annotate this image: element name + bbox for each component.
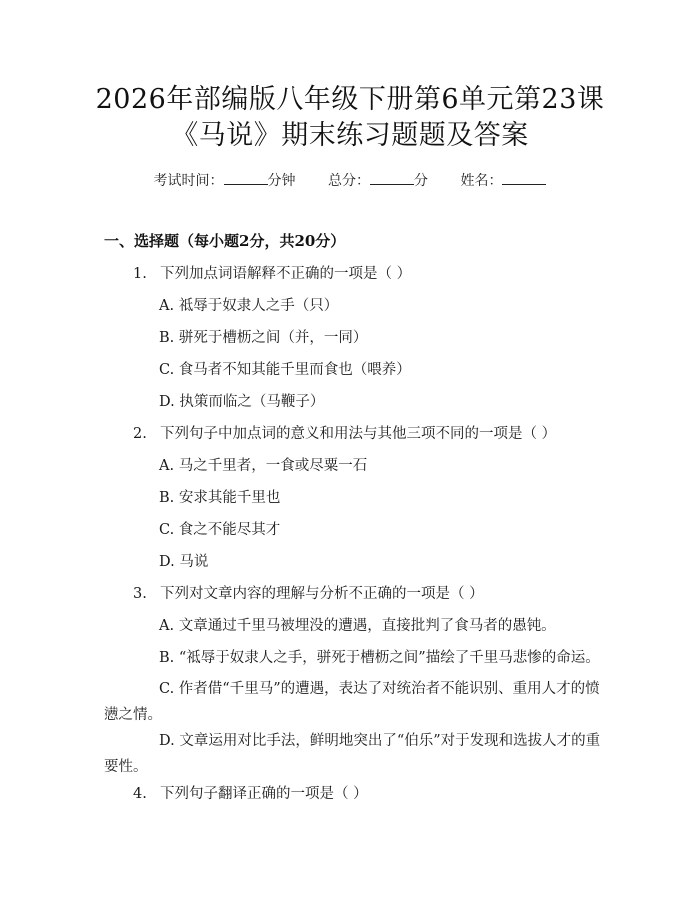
score-blank xyxy=(370,172,414,185)
option-2d: D. 马说 xyxy=(159,554,209,570)
option-2c: C. 食之不能尽其才 xyxy=(159,522,281,538)
exam-time-field: 考试时间： 分钟 xyxy=(153,173,296,189)
option-1b: B. 骈死于槽枥之间（并，一同） xyxy=(159,330,368,346)
time-blank xyxy=(224,172,268,185)
section-heading: 一、选择题（每小题2分，共20分） xyxy=(104,232,346,250)
option-1a: A. 祗辱于奴隶人之手（只） xyxy=(159,298,339,314)
question-3: 3. 下列对文章内容的理解与分析不正确的一项是（ ） xyxy=(133,586,484,602)
page-title-line-1: 2026年部编版八年级下册第6单元第23课 xyxy=(95,84,605,115)
name-field: 姓名： xyxy=(460,173,546,189)
question-4: 4. 下列句子翻译正确的一项是（ ） xyxy=(133,786,368,802)
option-3b: B. “祗辱于奴隶人之手，骈死于槽枥之间”描绘了千里马悲惨的命运。 xyxy=(159,650,600,666)
question-1: 1. 下列加点词语解释不正确的一项是（ ） xyxy=(133,266,412,282)
total-score-field: 总分： 分 xyxy=(328,173,428,189)
option-2a: A. 马之千里者，一食或尽粟一石 xyxy=(159,458,368,474)
option-3c: C. 作者借“千里马”的遭遇，表达了对统治者不能识别、重用人才的愤懑之情。 xyxy=(104,681,600,723)
question-2: 2. 下列句子中加点词的意义和用法与其他三项不同的一项是（ ） xyxy=(133,426,557,442)
option-2b: B. 安求其能千里也 xyxy=(159,490,281,506)
option-1d: D. 执策而临之（马鞭子） xyxy=(159,394,325,410)
option-3d: D. 文章运用对比手法，鲜明地突出了“伯乐”对于发现和选拔人才的重要性。 xyxy=(104,733,601,775)
option-3a: A. 文章通过千里马被埋没的遭遇，直接批判了食马者的愚钝。 xyxy=(159,618,556,634)
page-title-line-2: 《马说》期末练习题题及答案 xyxy=(171,120,529,151)
option-1c: C. 食马者不知其能千里而食也（喂养） xyxy=(159,362,411,378)
name-blank xyxy=(502,172,546,185)
exam-info-row xyxy=(0,170,700,190)
